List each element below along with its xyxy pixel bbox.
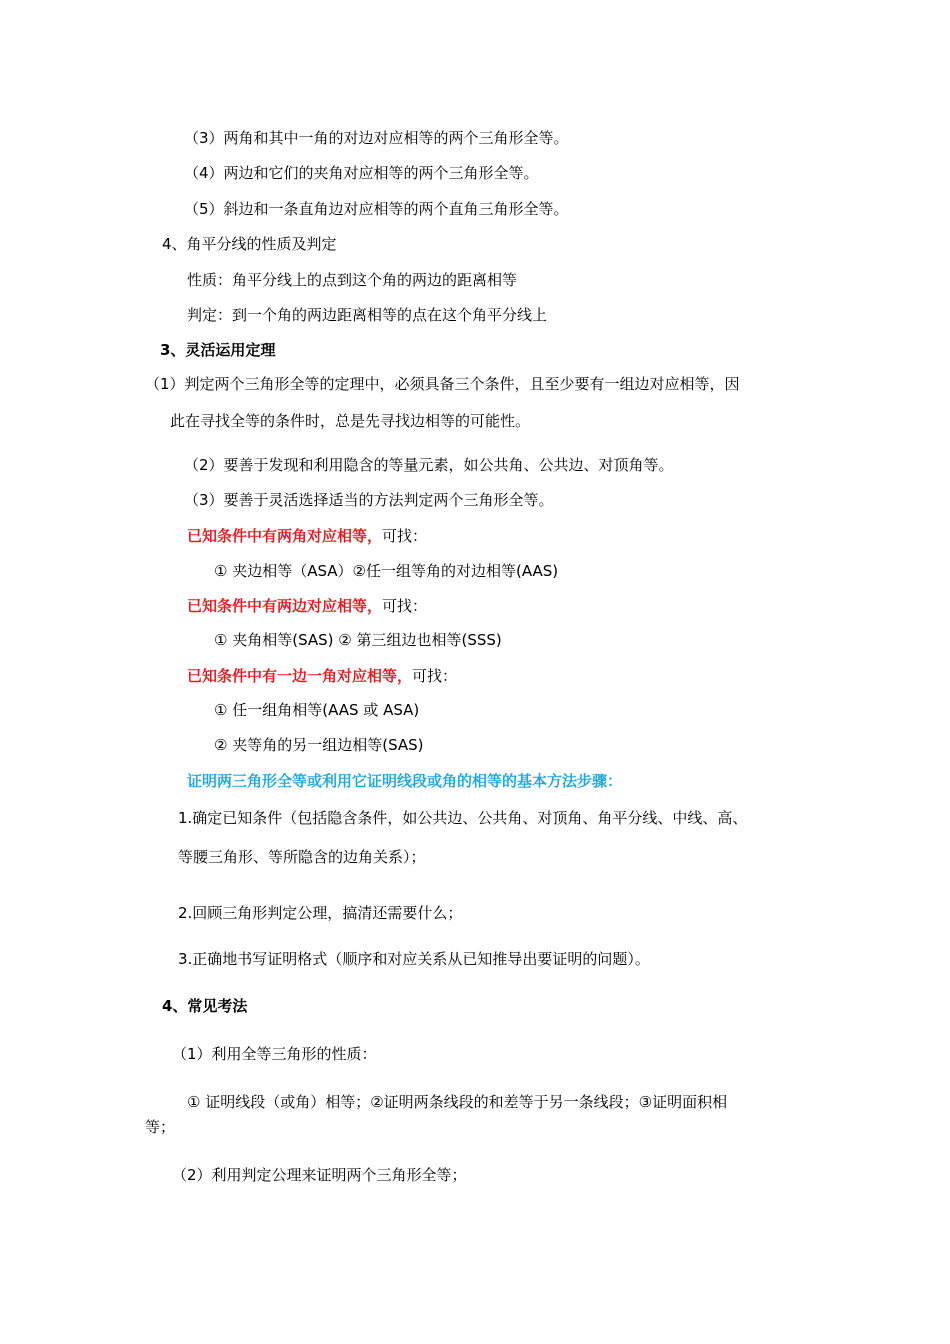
- condition-two-sides-options: ① 夹角相等(SAS) ② 第三组边也相等(SSS): [214, 631, 502, 649]
- common-item-1-detail: ① 证明线段（或角）相等；②证明两条线段的和差等于另一条线段；③证明面积相: [187, 1093, 728, 1111]
- condition-side-angle-highlight: 已知条件中有一边一角对应相等，: [187, 667, 413, 685]
- common-item-1: （1）利用全等三角形的性质：: [172, 1045, 377, 1063]
- section-angle-bisector: 4、角平分线的性质及判定: [162, 235, 337, 253]
- condition-side-angle-option-2: ② 夹等角的另一组边相等(SAS): [214, 736, 424, 754]
- condition-two-angles-options: ① 夹边相等（ASA）②任一组等角的对边相等(AAS): [214, 562, 559, 580]
- method-step-3: 3.正确地书写证明格式（顺序和对应关系从已知推导出要证明的问题）。: [178, 950, 650, 968]
- apply-item-2: （2）要善于发现和利用隐含的等量元素，如公共角、公共边、对顶角等。: [184, 456, 674, 474]
- method-step-1-cont: 等腰三角形、等所隐含的边角关系）；: [178, 848, 426, 866]
- common-item-1-detail-cont: 等；: [145, 1118, 176, 1136]
- method-step-1: 1.确定已知条件（包括隐含条件，如公共边、公共角、对顶角、角平分线、中线、高、: [178, 809, 748, 827]
- condition-two-angles-highlight: 已知条件中有两角对应相等，: [187, 527, 383, 545]
- condition-two-angles: 已知条件中有两角对应相等，可找：: [187, 527, 428, 545]
- section-heading-apply: 3、灵活运用定理: [160, 341, 276, 359]
- theorem-line-4: （4）两边和它们的夹角对应相等的两个三角形全等。: [184, 164, 539, 182]
- common-item-2: （2）利用判定公理来证明两个三角形全等；: [172, 1166, 467, 1184]
- theorem-line-3: （3）两角和其中一角的对边对应相等的两个三角形全等。: [184, 129, 569, 147]
- apply-item-3: （3）要善于灵活选择适当的方法判定两个三角形全等。: [184, 491, 554, 509]
- section-heading-common: 4、常见考法: [162, 997, 248, 1015]
- apply-item-1-cont: 此在寻找全等的条件时，总是先寻找边相等的可能性。: [170, 412, 531, 430]
- condition-side-angle: 已知条件中有一边一角对应相等，可找：: [187, 667, 458, 685]
- condition-two-sides: 已知条件中有两边对应相等，可找：: [187, 597, 428, 615]
- bisector-judgement: 判定：到一个角的两边距离相等的点在这个角平分线上: [187, 306, 548, 324]
- bisector-property: 性质：角平分线上的点到这个角的两边的距离相等: [187, 271, 518, 289]
- condition-two-sides-highlight: 已知条件中有两边对应相等，: [187, 597, 383, 615]
- method-step-2: 2.回顾三角形判定公理，搞清还需要什么；: [178, 904, 463, 922]
- apply-item-1: （1）判定两个三角形全等的定理中，必须具备三个条件，且至少要有一组边对应相等，因: [145, 375, 740, 393]
- theorem-line-5: （5）斜边和一条直角边对应相等的两个直角三角形全等。: [184, 200, 569, 218]
- condition-side-angle-option-1: ① 任一组角相等(AAS 或 ASA): [214, 701, 420, 719]
- method-steps-heading: 证明两三角形全等或利用它证明线段或角的相等的基本方法步骤：: [187, 772, 623, 790]
